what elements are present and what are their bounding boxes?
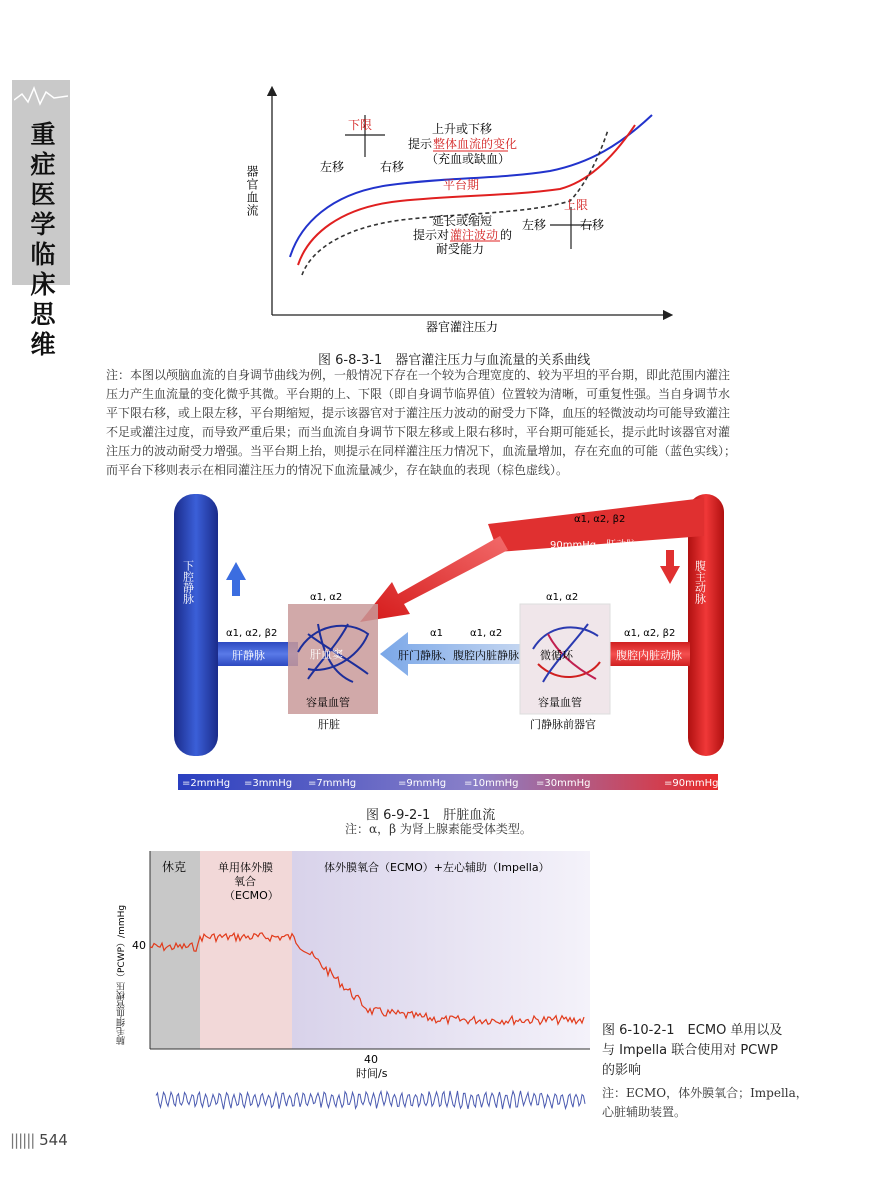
figure3-caption <box>602 1021 782 1081</box>
pressure-label: =9mmHg <box>398 778 447 789</box>
hepatic-artery-label: 肝动脉 <box>606 540 636 551</box>
hepatic-sinusoid-label: 肝血窦 <box>310 648 343 661</box>
upper-limit-label: 上限 <box>564 198 589 212</box>
left-shift-label: 左移 <box>320 160 345 174</box>
preportal-organs-label: 门静脉前器官 <box>530 718 596 731</box>
note-line: 注：ECMO，体外膜氧合；Impella， <box>602 1086 808 1100</box>
note-line: 平下限右移，或上限左移，平台期缩短，提示该器官对于灌注压力波动的耐受力下降，血压的轻微波动均可能导致灌注 <box>106 406 731 420</box>
liver-blood-flow-diagram <box>148 484 728 796</box>
y-tick-label: 40 <box>132 939 146 952</box>
note-line: 心脏辅助装置。 <box>602 1105 687 1119</box>
secondary-waveform-trace <box>156 1091 585 1109</box>
pcwp-chart-figure <box>110 845 600 1120</box>
liver-receptors: α1, α2 <box>310 592 343 603</box>
caption-line: 图 6-10-2-1 ECMO 单用以及 <box>602 1023 783 1038</box>
pressure-label: =3mmHg <box>244 778 293 789</box>
x-tick-label: 40 <box>364 1053 378 1066</box>
portal-a1: α1 <box>430 628 443 639</box>
ivc-label: 下腔静脉 <box>181 560 195 604</box>
ecmo-phase-label-1: 单用体外膜 <box>218 861 273 874</box>
autoregulation-curve-figure <box>240 85 680 340</box>
y-axis-label: 器官血流 <box>245 165 259 217</box>
hepatic-artery-pressure: 90mmHg <box>550 540 597 551</box>
shock-phase-bg <box>150 851 200 1049</box>
liver-label: 肝脏 <box>318 718 340 731</box>
wave-decoration-icon <box>14 84 68 108</box>
hepatic-artery-receptors: α1, α2, β2 <box>574 514 626 525</box>
congestion-ischemia: （充血或缺血） <box>426 152 511 166</box>
hint-pair: 提示对 <box>413 228 450 242</box>
organ-receptors: α1, α2 <box>546 592 579 603</box>
liver-capacitance-label: 容量血管 <box>306 696 350 709</box>
figure2-caption: 图 6-9-2-1 肝脏血流 <box>366 808 496 823</box>
note-line: 不足或灌注过度，而导致严重后果；而当血流自身调节下限左移或上限右移时，平台期可能延长，提示此时该器官对灌 <box>106 425 731 439</box>
up-arrow-icon <box>226 562 246 596</box>
visceral-artery-label: 腹腔内脏动脉 <box>616 649 682 662</box>
hint-prefix: 提示 <box>408 137 433 151</box>
shock-phase-label: 休克 <box>162 860 187 874</box>
pressure-label: =10mmHg <box>464 778 519 789</box>
pressure-label: =30mmHg <box>536 778 591 789</box>
down-arrow-icon <box>660 550 680 584</box>
x-axis-label: 时间/s <box>356 1067 388 1080</box>
left-shift-label-2: 左移 <box>522 218 547 232</box>
pressure-label: =7mmHg <box>308 778 357 789</box>
microcirculation-label: 微循环 <box>540 649 573 662</box>
ecmo-phase-label-3: （ECMO） <box>224 889 279 902</box>
caption-line: 与 Impella 联合使用对 PCWP <box>602 1043 778 1058</box>
ecmo-phase-label-2: 氧合 <box>234 875 256 888</box>
pressure-label: =90mmHg <box>664 778 719 789</box>
hepatic-vein-receptors: α1, α2, β2 <box>226 628 278 639</box>
portal-a1a2: α1, α2 <box>470 628 503 639</box>
note-line: 压力产生血流量的变化微乎其微。平台期的上、下限（即自身调节临界值）位置较为清晰，可重复性强。当自身调节水 <box>106 387 731 401</box>
of-label: 的 <box>500 228 513 242</box>
whole-flow-change: 整体血流的变化 <box>433 137 518 151</box>
figure1-caption: 图 6-8-3-1 器官灌注压力与血流量的关系曲线 <box>318 353 591 368</box>
note-line: 注：本图以颅脑血流的自身调节曲线为例，一般情况下存在一个较为合理宽度的、较为平坦的平台期，即此范围内灌注 <box>106 368 731 382</box>
pressure-label: =2mmHg <box>182 778 231 789</box>
hepatic-artery-arrow <box>360 536 508 622</box>
rise-fall-label: 上升或下移 <box>432 122 493 136</box>
lower-limit-label: 下限 <box>348 118 373 132</box>
figure1-note <box>106 366 786 480</box>
page-number: |||||| 544 <box>10 1131 68 1149</box>
hepatic-vein-label: 肝静脉 <box>232 649 265 662</box>
page-number-text: 544 <box>39 1131 68 1149</box>
plateau-label: 平台期 <box>443 178 480 192</box>
right-shift-label-2: 右移 <box>580 218 605 232</box>
caption-line: 的影响 <box>602 1063 642 1078</box>
extend-shorten-label: 延长或缩短 <box>432 214 493 228</box>
ivc-tube <box>174 494 218 756</box>
right-shift-label: 右移 <box>380 160 405 174</box>
y-axis-label: 肺毛细血管楔压（PCWP）/mmHg <box>117 904 127 1045</box>
note-line: 注压力的波动耐受力增强。当平台期上抬，则提示在同样灌注压力情况下，血流量增加，存在充血的可能（蓝色实线）； <box>106 444 737 458</box>
figure3-note <box>602 1084 808 1122</box>
figure2-note: 注：α，β 为肾上腺素能受体类型。 <box>345 822 532 836</box>
tolerance-label: 耐受能力 <box>436 242 485 256</box>
portal-vein-label: 肝门静脉、腹腔内脏静脉 <box>398 649 519 662</box>
aorta-label: 腹主动脉 <box>693 560 707 604</box>
note-line: 而平台下移则表示在相同灌注压力的情况下血流量减少，存在缺血的表现（棕色虚线）。 <box>106 463 569 477</box>
organ-capacitance-label: 容量血管 <box>538 696 582 709</box>
perfusion-fluctuation: 灌注波动 <box>450 228 499 242</box>
chapter-title: 重症医学临床思维 <box>30 120 56 359</box>
x-axis-label: 器官灌注压力 <box>426 320 499 334</box>
combined-phase-label: 体外膜氧合（ECMO）+左心辅助（Impella） <box>324 861 550 874</box>
visceral-artery-receptors: α1, α2, β2 <box>624 628 676 639</box>
